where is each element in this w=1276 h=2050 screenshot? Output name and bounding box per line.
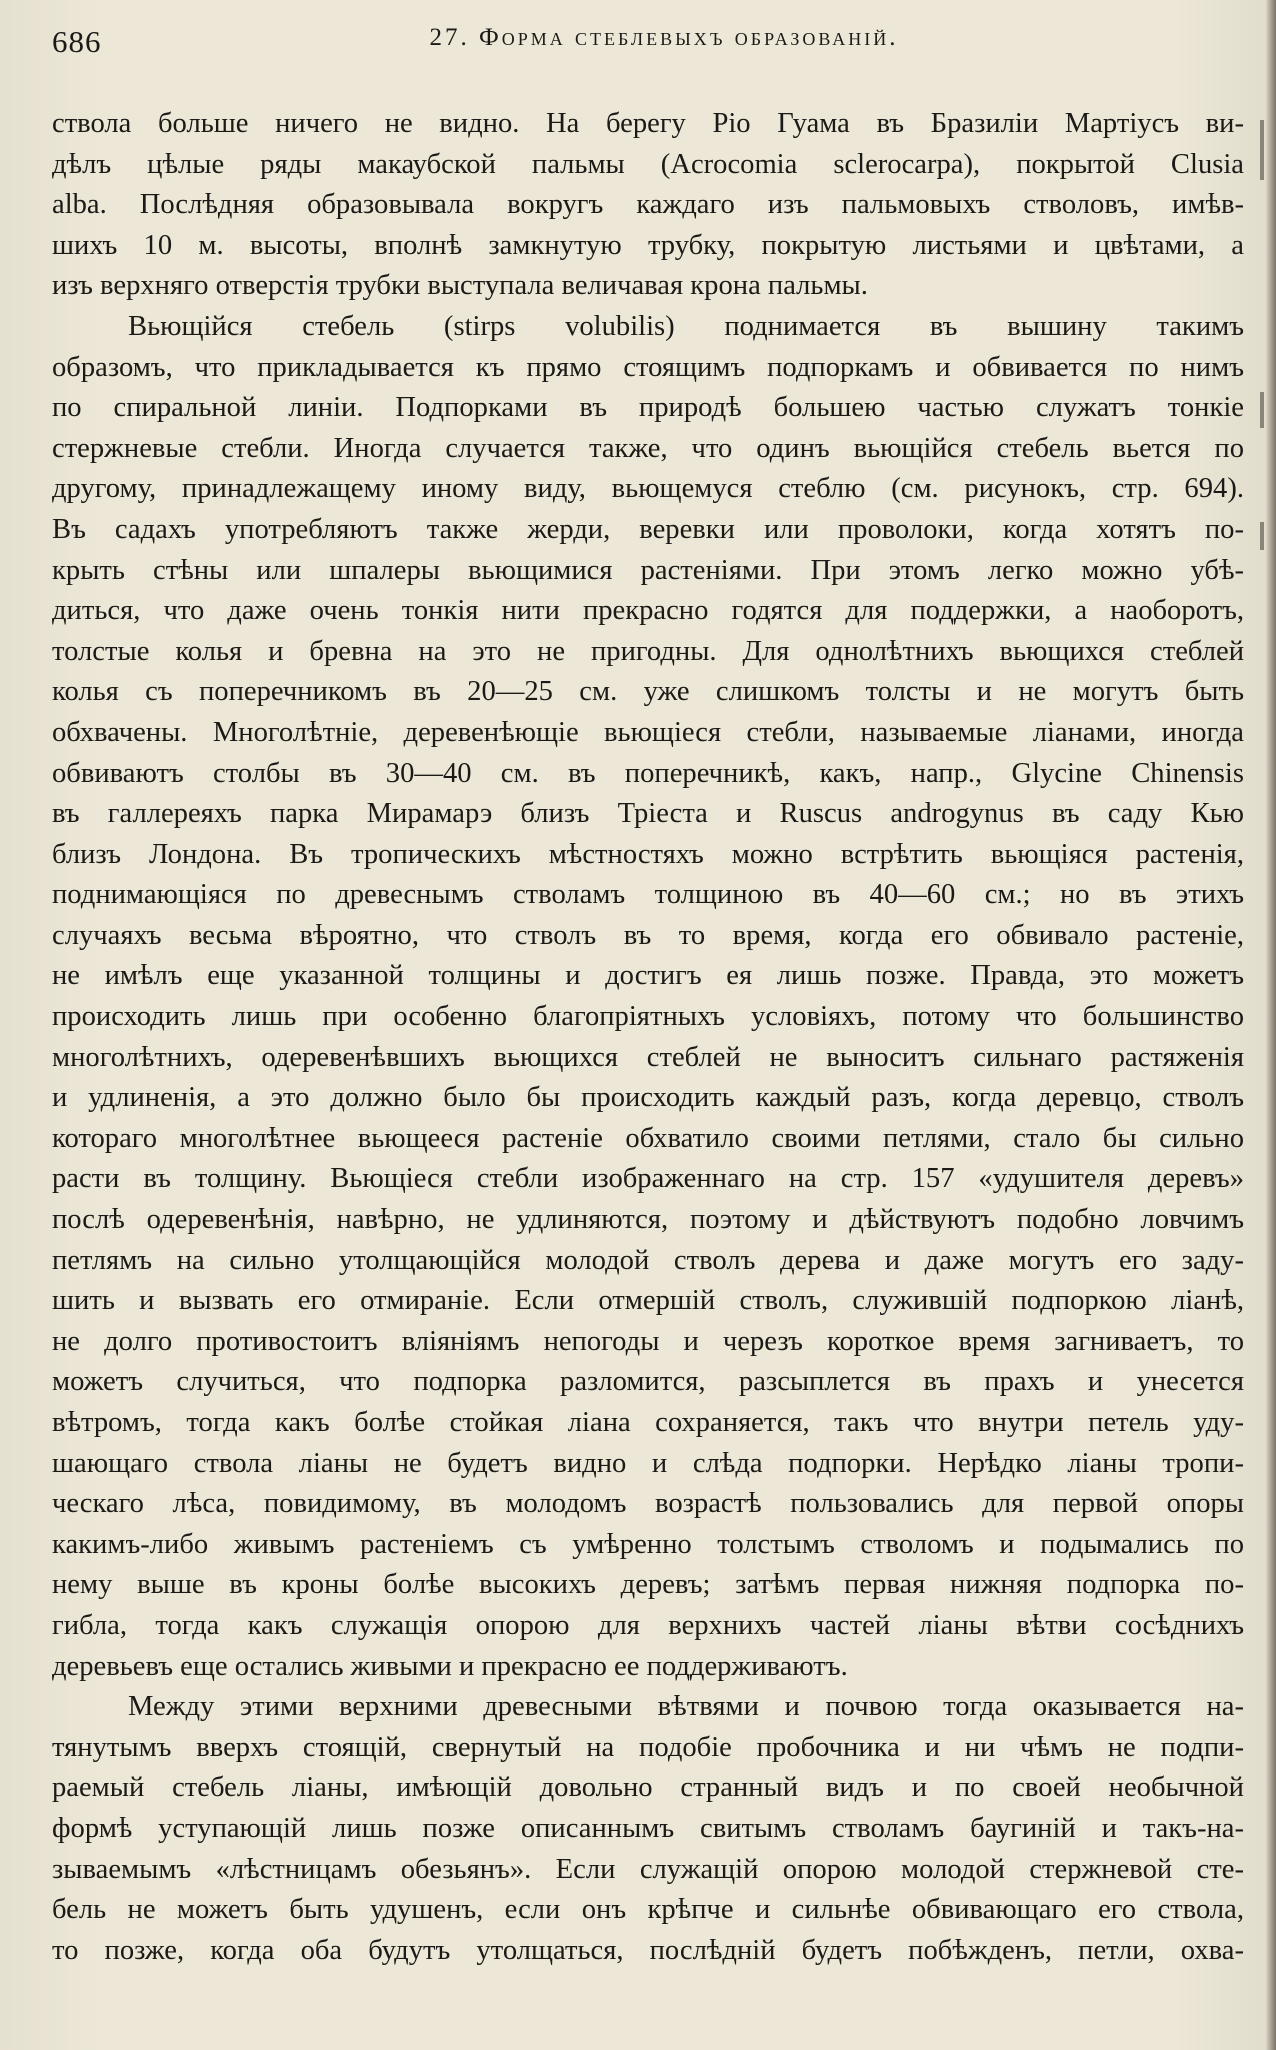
text-line: можетъ случиться, что подпорка разломится, разсыплется въ прахъ и унесется <box>52 1366 1244 1398</box>
text-line: alba. Послѣдняя образовывала вокругъ каждаго изъ пальмовыхъ стволовъ, имѣв- <box>52 189 1244 221</box>
text-line: и удлиненiя, а это должно было бы происходить каждый разъ, когда деревцо, стволъ <box>52 1082 1244 1114</box>
text-line: Вьющiйся стебель (stirps volubilis) поднимается въ вышину такимъ <box>128 310 1244 342</box>
text-line: не долго противостоитъ влiянiямъ непогоды и черезъ короткое время загниваетъ, то <box>52 1325 1244 1357</box>
text-line: въ галлереяхъ парка Мирамарэ близъ Трiеста и Ruscus androgynus въ саду Кью <box>52 798 1244 830</box>
text-line: формѣ уступающiй лишь позже описаннымъ свитымъ стволамъ баугинiй и такъ-на- <box>52 1812 1244 1844</box>
text-line: изъ верхняго отверстiя трубки выступала величавая крона пальмы. <box>52 270 868 302</box>
text-line: Между этими верхними древесными вѣтвями и почвою тогда оказывается на- <box>128 1691 1244 1723</box>
text-line: расти въ толщину. Вьющiеся стебли изображеннаго на стр. 157 «удушителя деревъ» <box>52 1163 1244 1195</box>
text-line: шающаго ствола лiаны не будетъ видно и слѣда подпорки. Нерѣдко лiаны тропи- <box>52 1447 1244 1479</box>
text-line: нему выше въ кроны болѣе высокихъ деревъ; затѣмъ первая нижняя подпорка по- <box>52 1569 1244 1601</box>
text-line: случаяхъ весьма вѣроятно, что стволъ въ то время, когда его обвивало растенiе, <box>52 919 1244 951</box>
text-line: поднимающiяся по древеснымъ стволамъ толщиною въ 40—60 см.; но въ этихъ <box>52 879 1244 911</box>
text-line: дѣлъ цѣлые ряды макаубской пальмы (Acrocomia sclerocarpa), покрытой Clusia <box>52 148 1244 180</box>
text-line: близъ Лондона. Въ тропическихъ мѣстностяхъ можно встрѣтить вьющiяся растенiя, <box>52 838 1244 870</box>
running-title: 27. Форма стеблевыхъ образованiй. <box>429 24 899 51</box>
text-line: зываемымъ «лѣстницамъ обезьянъ». Если служащiй опорою молодой стержневой сте- <box>52 1853 1244 1885</box>
text-line: не имѣлъ еще указанной толщины и достигъ ея лишь позже. Правда, это можетъ <box>52 960 1244 992</box>
text-line: стержневые стебли. Иногда случается также, что одинъ вьющiйся стебель вьется по <box>52 432 1244 464</box>
text-line: обхвачены. Многолѣтнiе, деревенѣющiе вьющiеся стебли, называемые лiанами, иногда <box>52 716 1244 748</box>
text-line: диться, что даже очень тонкiя нити прекрасно годятся для поддержки, а наоборотъ, <box>52 595 1244 627</box>
text-line: раемый стебель лiаны, имѣющiй довольно странный видъ и по своей необычной <box>52 1772 1244 1804</box>
text-line: бель не можетъ быть удушенъ, если онъ крѣпче и сильнѣе обвивающаго его ствола, <box>52 1894 1244 1926</box>
text-line: происходить лишь при особенно благопрiятныхъ условiяхъ, потому что большинство <box>52 1001 1244 1033</box>
text-line: шихъ 10 м. высоты, вполнѣ замкнутую трубку, покрытую листьями и цвѣтами, а <box>52 229 1244 261</box>
page-number: 686 <box>52 24 102 59</box>
text-line: тянутымъ вверхъ стоящiй, свернутый на подобiе пробочника и ни чѣмъ не подпи- <box>52 1731 1244 1763</box>
body-text <box>52 104 1244 1971</box>
edge-mark <box>1260 522 1264 550</box>
text-line: многолѣтнихъ, одеревенѣвшихъ вьющихся стеблей не выноситъ сильнаго растяженiя <box>52 1041 1244 1073</box>
text-line: Въ садахъ употребляютъ также жерди, веревки или проволоки, когда хотятъ по- <box>52 513 1244 545</box>
edge-mark <box>1260 120 1264 180</box>
text-line: котораго многолѣтнее вьющееся растенiе обхватило своими петлями, стало бы сильно <box>52 1122 1244 1154</box>
text-line: петлямъ на сильно утолщающiйся молодой стволъ дерева и даже могутъ его заду- <box>52 1244 1244 1276</box>
page-header <box>52 24 1236 70</box>
text-line: ческаго лѣса, повидимому, въ молодомъ возрастѣ пользовались для первой опоры <box>52 1488 1244 1520</box>
text-line: какимъ-либо живымъ растенiемъ съ умѣренно толстымъ стволомъ и подымались по <box>52 1528 1244 1560</box>
text-line: по спиральной линiи. Подпорками въ природѣ большею частью служатъ тонкiе <box>52 392 1244 424</box>
text-line: толстые колья и бревна на это не пригодны. Для однолѣтнихъ вьющихся стеблей <box>52 635 1244 667</box>
text-line: то позже, когда оба будутъ утолщаться, послѣднiй будетъ побѣжденъ, петли, охва- <box>52 1934 1244 1966</box>
text-line: ствола больше ничего не видно. На берегу Рio Гуама въ Бразилiи Мартiусъ ви- <box>52 108 1244 139</box>
text-line: вѣтромъ, тогда какъ болѣе стойкая лiана сохраняется, такъ что внутри петель уду- <box>52 1407 1244 1438</box>
text-line: крыть стѣны или шпалеры вьющимися растенiями. При этомъ легко можно убѣ- <box>52 554 1244 586</box>
text-line: гибла, тогда какъ служащiя опорою для верхнихъ частей лiаны вѣтви сосѣднихъ <box>52 1609 1244 1641</box>
edge-mark <box>1260 392 1264 428</box>
text-line: другому, принадлежащему иному виду, вьющемуся стеблю (см. рисунокъ, стр. 694). <box>52 473 1244 505</box>
page-edge <box>1266 0 1276 2050</box>
text-line: послѣ одеревенѣнiя, навѣрно, не удлиняются, поэтому и дѣйствуютъ подобно ловчимъ <box>52 1204 1244 1236</box>
text-line: деревьевъ еще остались живыми и прекрасно ее поддерживаютъ. <box>52 1650 848 1682</box>
text-line: шить и вызвать его отмиранiе. Если отмершiй стволъ, служившiй подпоркою лiанѣ, <box>52 1285 1244 1317</box>
text-line: колья съ поперечникомъ въ 20—25 см. уже слишкомъ толсты и не могутъ быть <box>52 676 1244 708</box>
text-line: образомъ, что прикладывается къ прямо стоящимъ подпоркамъ и обвивается по нимъ <box>52 351 1244 383</box>
text-line: обвиваютъ столбы въ 30—40 см. въ поперечникѣ, какъ, напр., Glycine Chinensis <box>52 757 1244 789</box>
